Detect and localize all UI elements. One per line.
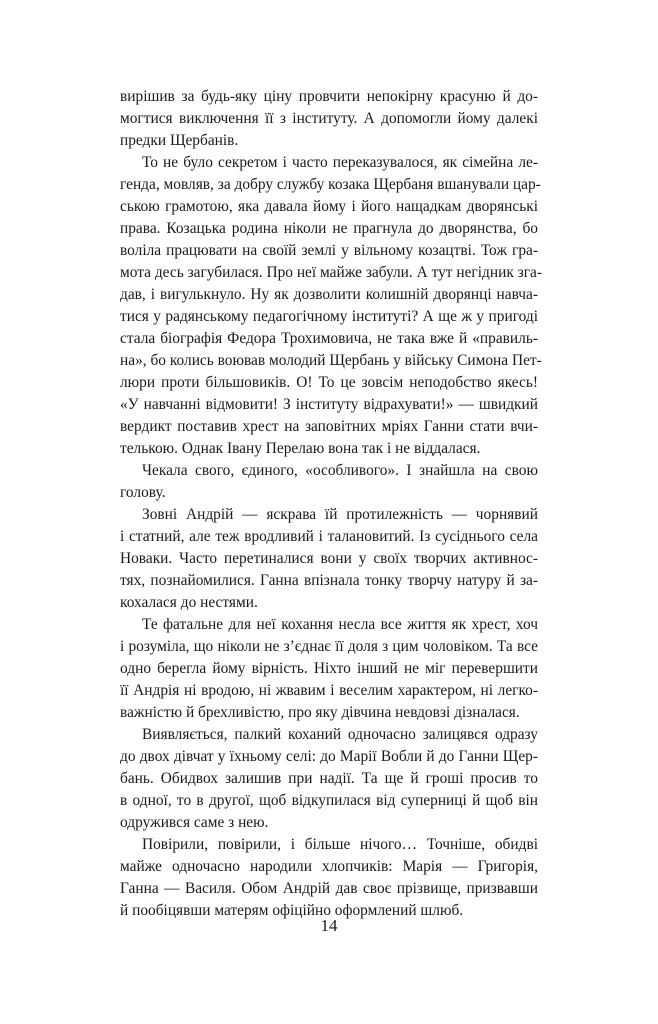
text-line: стала біографія Федора Трохимовича, не така вже й «правиль- bbox=[120, 330, 538, 347]
text-line: дав, і вигулькнуло. Ну як дозволити колишній дворянці навча- bbox=[120, 286, 538, 303]
text-line: люри проти більшовиків. О! То це зовсім неподобство якесь! bbox=[120, 374, 538, 391]
text-line: важністю й брехливістю, про яку дівчина невдовзі дізналася. bbox=[120, 704, 520, 721]
text-line: одружився саме з нею. bbox=[120, 814, 269, 831]
text-line: вирішив за будь-яку ціну провчити непокірну красуню й до- bbox=[120, 88, 538, 105]
body-text bbox=[120, 86, 542, 922]
text-line: тях, познайомилися. Ганна впізнала тонку творчу натуру й за- bbox=[120, 572, 538, 589]
text-line: мота десь загубилася. Про неї майже забули. А тут негідник зга- bbox=[120, 264, 542, 281]
text-line: ською грамотою, яка давала йому і його нащадкам дворянські bbox=[120, 198, 538, 215]
text-line: тися у радянському педагогічному інституті? А ще ж у пригоді bbox=[120, 308, 538, 325]
text-line: могтися виключення її з інституту. А допомогли йому далекі bbox=[120, 110, 538, 127]
text-line: «У навчанні відмовити! З інституту відрахувати!» — швидкий bbox=[120, 396, 538, 413]
text-line: Зовні Андрій — яскрава їй протилежність — чорнявий bbox=[142, 506, 538, 523]
text-line: предки Щербанів. bbox=[120, 132, 239, 149]
text-line: бань. Обидвох залишив при надії. Та ще й гроші просив то bbox=[120, 770, 538, 787]
text-line: Те фатальне для неї кохання несла все життя як хрест, хоч bbox=[142, 616, 538, 633]
text-line: і розуміла, що ніколи не з’єднає її доля з цим чоловіком. Та все bbox=[120, 638, 538, 655]
text-line: і статний, але теж вродливий і талановитий. Із сусіднього села bbox=[120, 528, 538, 545]
text-line: в одної, то в другої, щоб відкупилася від суперниці й щоб він bbox=[120, 792, 538, 809]
text-line: права. Козацька родина ніколи не прагнула до дворянства, бо bbox=[120, 220, 538, 237]
text-line: воліла працювати на своїй землі у вільному козацтві. Тож гра- bbox=[120, 242, 538, 259]
text-line: Виявляється, палкий коханий одночасно залицявся одразу bbox=[142, 726, 538, 743]
text-line: телькою. Однак Івану Перелаю вона так і не віддалася. bbox=[120, 440, 481, 457]
page-number: 14 bbox=[320, 916, 338, 935]
text-line: й пообіцявши матерям офіційно оформлений шлюб. bbox=[120, 902, 464, 919]
text-line: голову. bbox=[120, 484, 166, 501]
text-line: кохалася до нестями. bbox=[120, 594, 258, 611]
text-line: Повірили, повірили, і більше нічого… Точніше, обидві bbox=[142, 836, 538, 853]
text-line: до двох дівчат у їхньому селі: до Марії Вобли й до Ганни Щер- bbox=[120, 748, 538, 765]
text-line: Чекала свого, єдиного, «особливого». І знайшла на свою bbox=[142, 462, 538, 479]
text-line: на», бо колись воював молодий Щербань у війську Симона Пет- bbox=[120, 352, 542, 369]
text-line: одно берегла йому вірність. Ніхто інший не міг перевершити bbox=[120, 660, 538, 677]
text-line: Новаки. Часто перетиналися вони у своїх творчих активнос- bbox=[120, 550, 538, 567]
text-line: її Андрія ні вродою, ні жвавим і веселим характером, ні легко- bbox=[120, 682, 538, 699]
text-line: генда, мовляв, за добру службу козака Щербаня вшанували цар- bbox=[120, 176, 541, 193]
text-line: вердикт поставив хрест на заповітних мріях Ганни стати вчи- bbox=[120, 418, 538, 435]
text-line: То не було секретом і часто переказувалося, як сімейна ле- bbox=[142, 154, 538, 171]
text-line: Ганна — Василя. Обом Андрій дав своє прізвище, призвавши bbox=[120, 880, 538, 897]
text-line: майже одночасно народили хлопчиків: Марія — Григорія, bbox=[120, 858, 538, 875]
